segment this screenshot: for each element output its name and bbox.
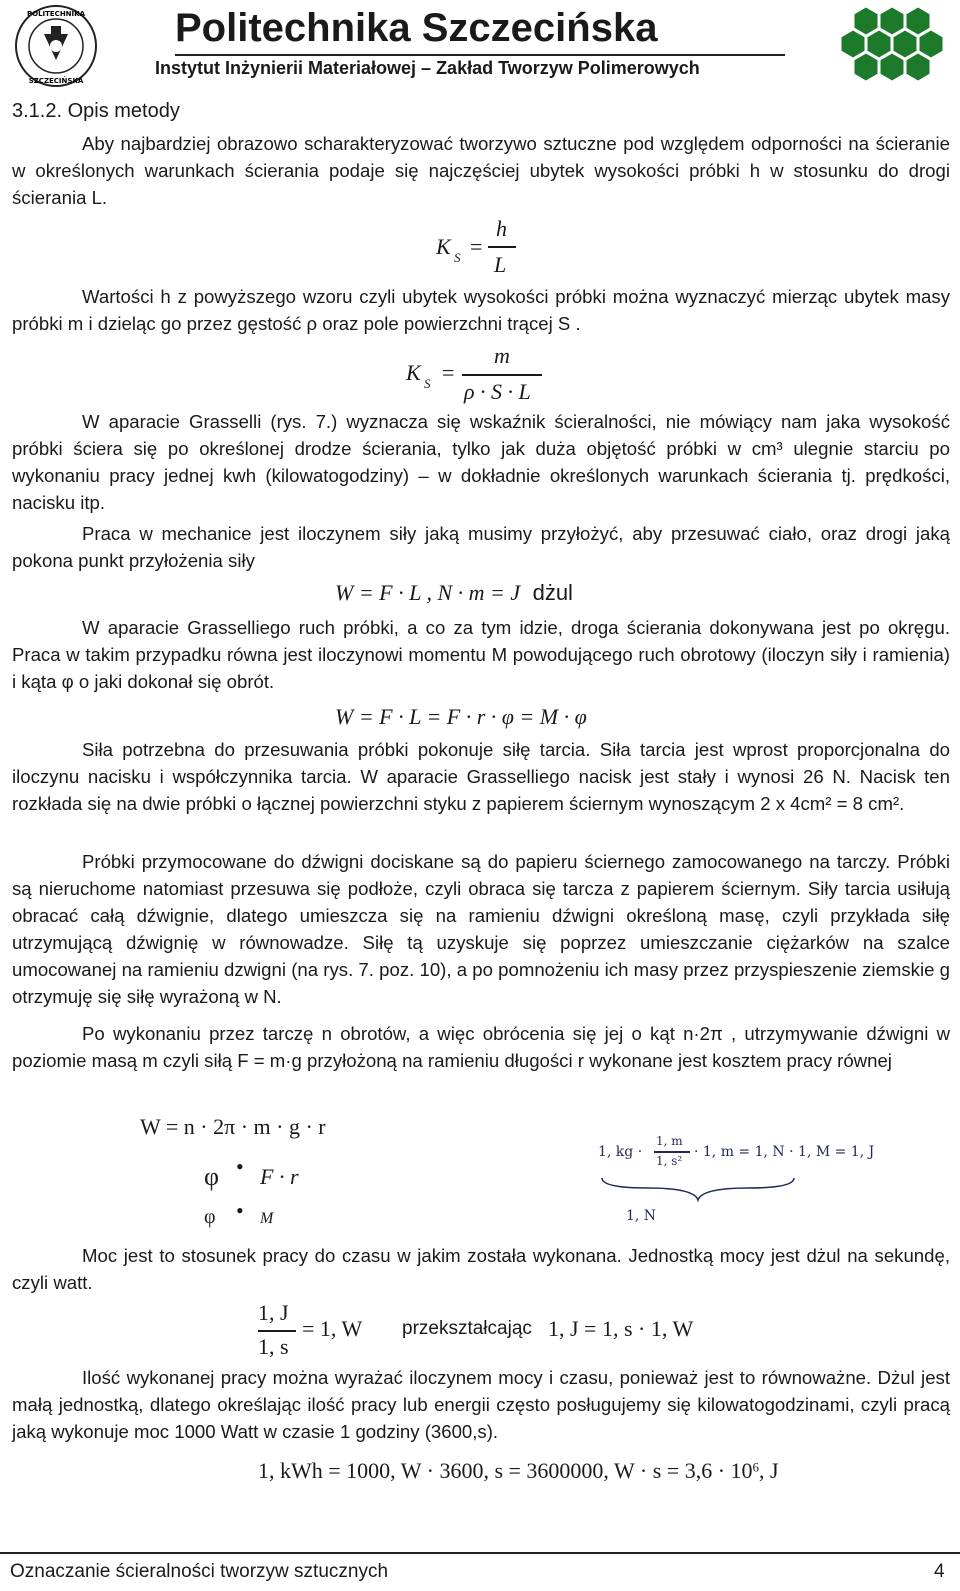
formula-work-force-distance: W = F · L , N · m = J dżul	[335, 580, 573, 605]
formula-work-torque-angle: W = F · L = F · r · φ = M · φ	[335, 704, 587, 729]
section-heading: 3.1.2. Opis metody	[12, 100, 180, 122]
header-divider	[175, 54, 785, 56]
footer-divider	[0, 1552, 960, 1554]
paragraph-2: Wartości h z powyższego wzoru czyli ubytek wysokości próbki można wyznaczyć mierząc ubytek masy próbki m i dzieląc go przez gęstość ρ oraz pole powierzchni trącej S .	[12, 286, 950, 334]
formula-watt-definition: 1, J 1, s = 1, W przekształcając 1, J = 1, s · 1, W	[258, 1300, 694, 1359]
curly-brace-icon	[598, 1176, 798, 1204]
page-number: 4	[934, 1561, 945, 1582]
footer-title: Oznaczanie ścieralności tworzyw sztucznych	[10, 1561, 389, 1582]
hexagon-logo	[822, 2, 950, 84]
paragraph-6: Siła potrzebna do przesuwania próbki pokonuje siłę tarcia. Siła tarcia jest wprost proporcjonalna do iloczynu nacisku i współczynnika tarcia. W aparacie Grasselliego nacisk jest stały i wynosi 26 N. Nacisk ten rozkłada się na dwie próbki o łącznej powierzchni styku z papierem ściernym wynoszącym 2 x 4cm² = 8 cm².	[12, 739, 950, 814]
paragraph-4: Praca w mechanice jest iloczynem siły jaką musimy przyłożyć, aby przesuwać ciało, oraz drogi jaką pokona punkt przyłożenia siły	[12, 523, 950, 571]
formula-work-rotation: W = n · 2π · m · g · r φ • F · r φ • M	[140, 1114, 326, 1228]
svg-text:SZCZECIŃSKA: SZCZECIŃSKA	[28, 77, 84, 85]
paragraph-1: Aby najbardziej obrazowo scharakteryzować tworzywo sztuczne pod względem odporności na ścieranie w określonych warunkach ścierania podaje się najczęściej ubytek wysokości próbki h w stosunku do drogi ścierania L.	[12, 133, 950, 208]
paragraph-10: Ilość wykonanej pracy można wyrażać iloczynem mocy i czasu, ponieważ jest to równoważne. Dżul jest małą jednostką, dlatego określając ilość pracy lub energii często posługujemy się kilowatogodzinami, czyli pracą jaką wykonuje moc 1000 Watt w czasie 1 godziny (3600,s).	[12, 1367, 950, 1442]
formula-ks-m-rho-s-l: K S = m ρ · S · L	[406, 343, 566, 411]
institute-subtitle: Instytut Inżynierii Materiałowej – Zakład Tworzyw Polimerowych	[155, 58, 700, 78]
svg-text:POLITECHNIKA: POLITECHNIKA	[26, 10, 86, 18]
formula-kilowatt-hour: 1, kWh = 1000, W · 3600, s = 3600000, $W \cdot s = 3,6 \cdot 10^6$, J	[258, 1458, 779, 1483]
paragraph-5: W aparacie Grasselliego ruch próbki, a co za tym idzie, droga ścierania dokonywana jest po okręgu. Praca w takim przypadku równa jest iloczynowi momentu M powodującego ruch obrotowy (iloczyn siły i ramienia) i kąta φ o jaki dokonał się obrót.	[12, 617, 950, 692]
paragraph-3: W aparacie Grasselli (rys. 7.) wyznacza się wskaźnik ścieralności, nie mówiący nam jaka wysokość próbki ściera się po określonej drodze ścierania, tylko jak duża objętość próbki w cm³ ulegnie starciu po wykonaniu pracy jednej kwh (kilowatogodziny) – w dokładnie określonych warunkach ścierania tj. prędkości, nacisku itp.	[12, 411, 950, 513]
paragraph-8: Po wykonaniu przez tarczę n obrotów, a więc obrócenia się jej o kąt n·2π , utrzymywanie dźwigni w poziomie masą m czyli siłą F = m·g przyłożoną na ramieniu długości r wykonane jest kosztem pracy równej	[12, 1023, 950, 1071]
paragraph-9: Moc jest to stosunek pracy do czasu w jakim została wykonana. Jednostką mocy jest dżul na sekundę, czyli watt.	[12, 1245, 950, 1293]
formula-ks-h-l: K S = h L	[436, 212, 556, 282]
handwritten-unit-derivation: 1, kg · 1, m 1, s² · 1, m = 1, N · 1, M = 1, J 1, N	[598, 1134, 875, 1224]
paragraph-7: Próbki przymocowane do dźwigni dociskane są do papieru ściernego zamocowanego na tarczy. Próbki są nieruchome natomiast przesuwa się podłoże, czyli obraca się tarcza z papierem ściernym. Siły tarcia usiłują obracać całą dźwignie, dlatego umieszcza się na ramieniu dźwigni określoną masę, czyli przykłada siłę utrzymującą dźwignię w równowadze. Siłę tą uzyskuje się poprzez umieszczanie ciężarków na szalce umocowanej na ramieniu dzwigni (na rys. 7. poz. 10), a po pomnożeniu ich masy przez przyspieszenie ziemskie g otrzymuję się siłę wyrażoną w N.	[12, 851, 950, 1007]
university-seal-logo	[4, 4, 108, 88]
university-title: Politechnika Szczecińska	[175, 6, 658, 50]
